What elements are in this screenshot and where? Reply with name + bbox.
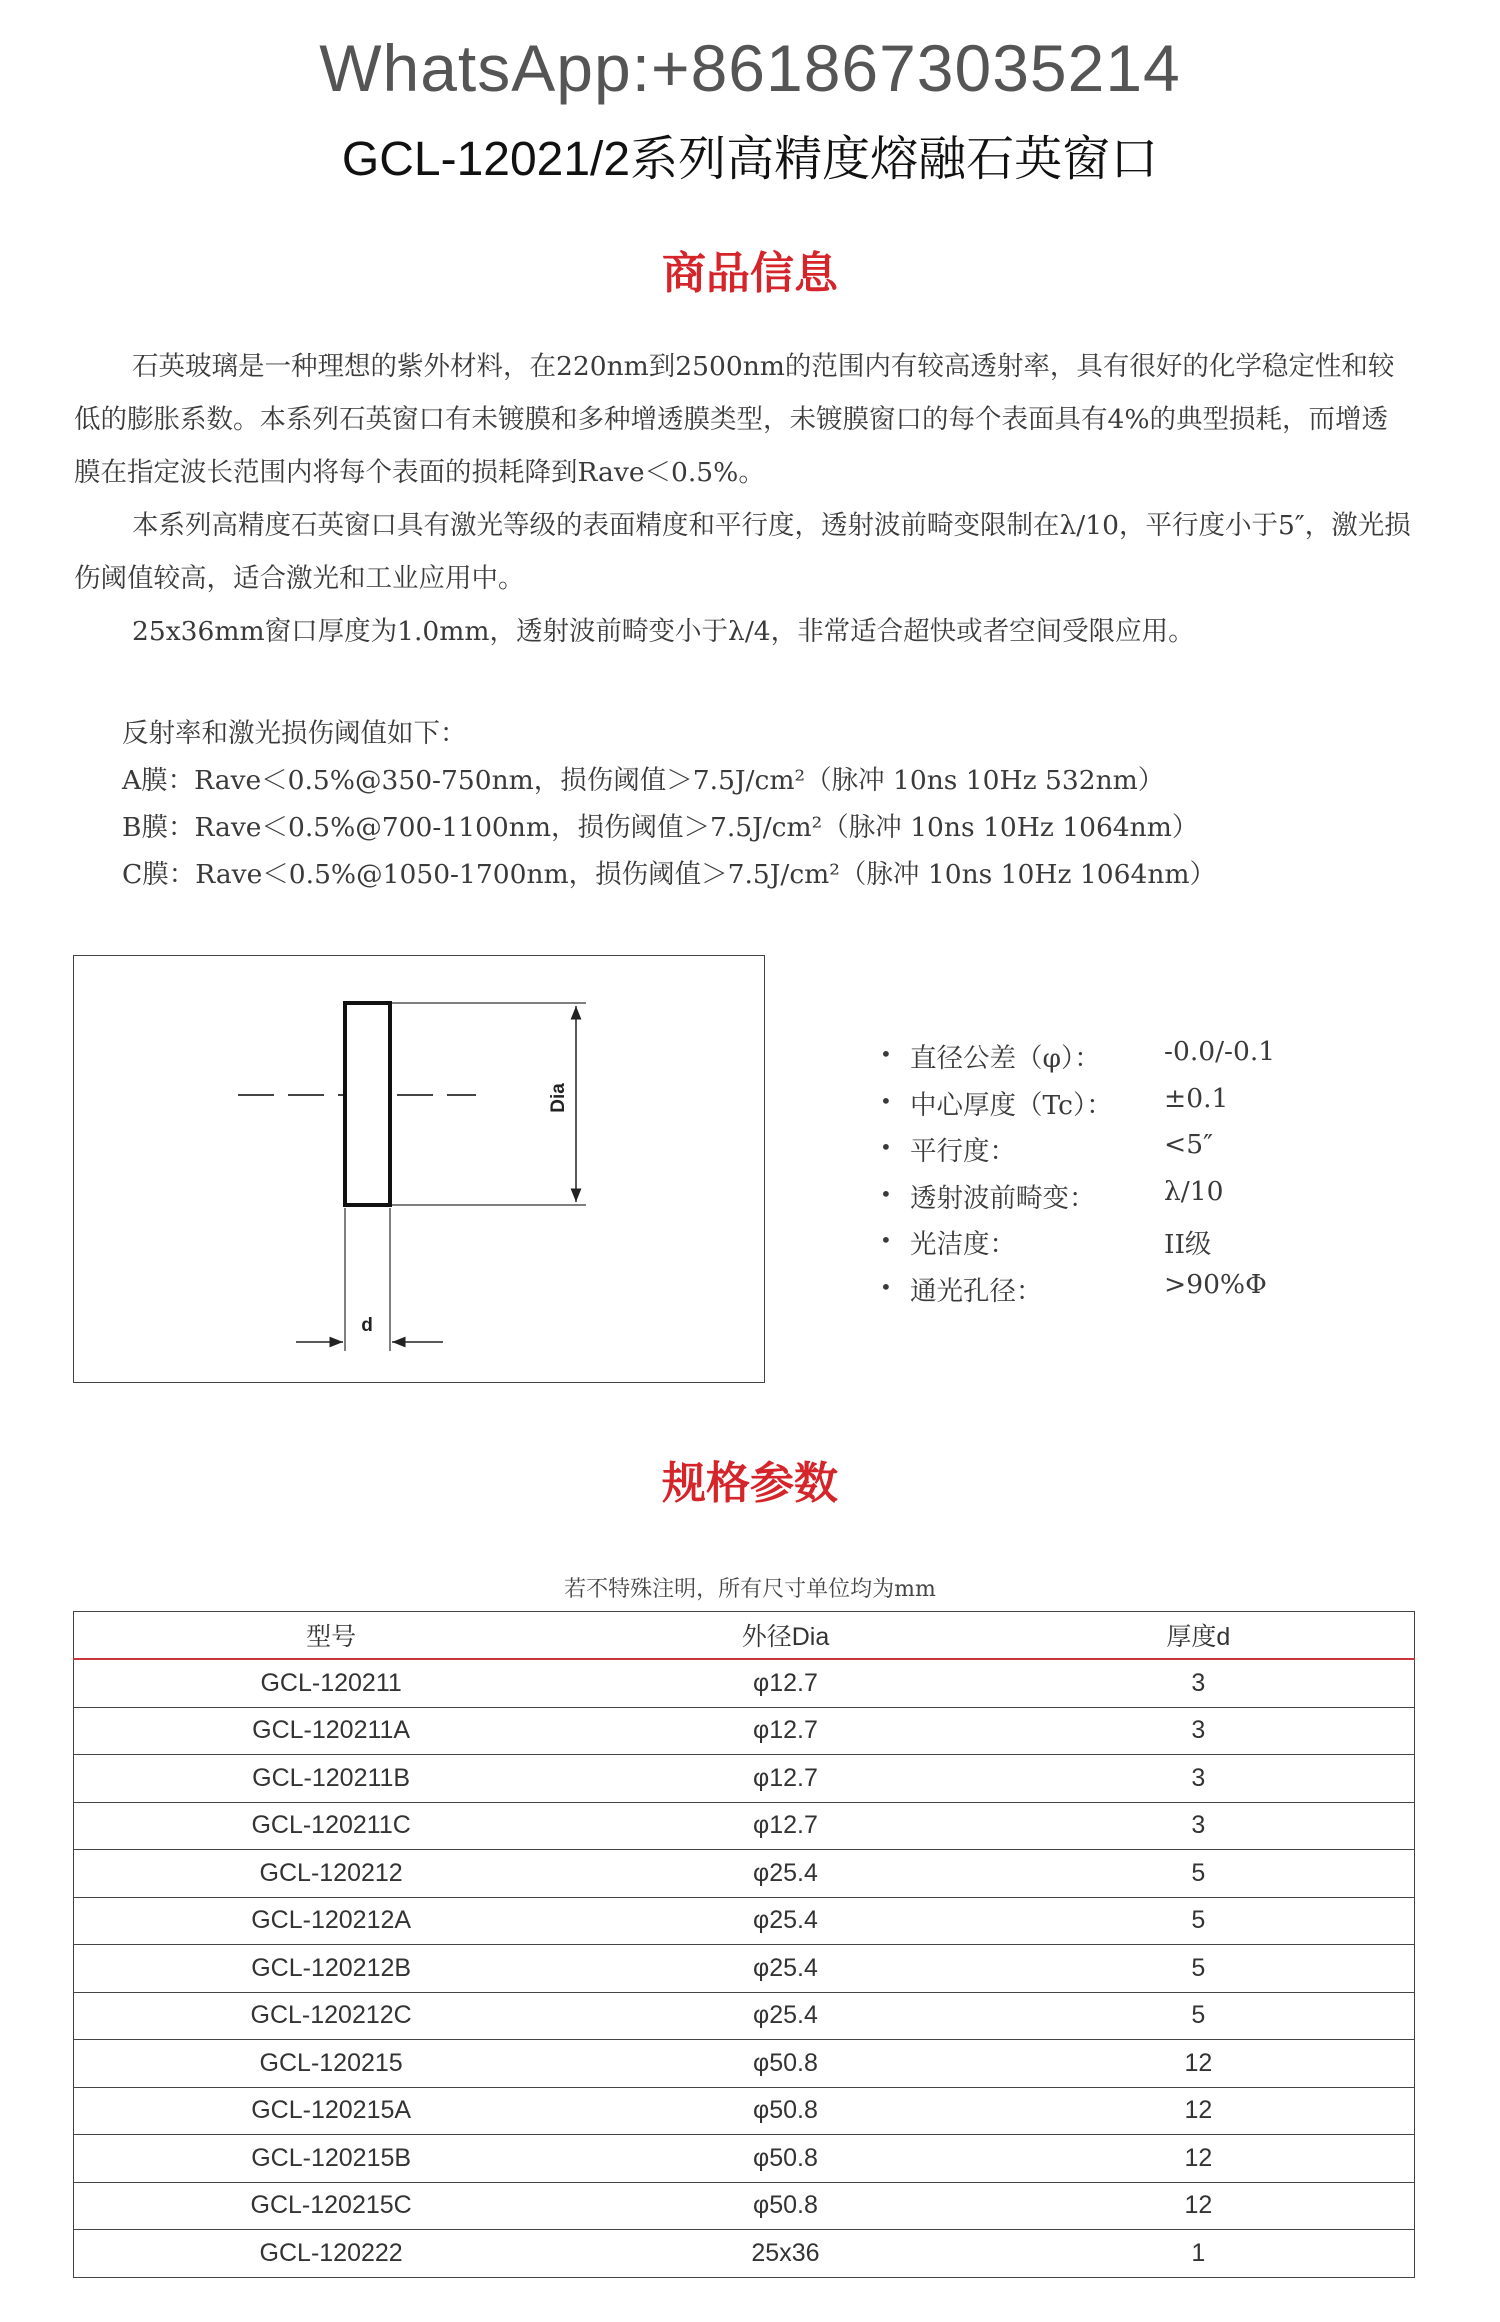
coating-item: A膜：Rave＜0.5%@350-750nm，损伤阈值＞7.5J/cm²（脉冲 10ns 10Hz 532nm） — [122, 765, 1165, 796]
cell-model: GCL-120211A — [74, 1707, 589, 1755]
table-row — [74, 1755, 1415, 1803]
cell-thickness: 12 — [983, 2135, 1415, 2183]
table-row — [74, 1850, 1415, 1898]
spec-params-heading: 规格参数 — [662, 1459, 838, 1508]
whatsapp-contact[interactable]: WhatsApp:+8618673035214 — [319, 31, 1181, 105]
bullet-icon: • — [880, 1228, 892, 1252]
cell-diameter: 25x36 — [588, 2230, 982, 2278]
cell-thickness: 3 — [983, 1802, 1415, 1850]
bullet-icon: • — [880, 1042, 892, 1066]
coating-intro: 反射率和激光损伤阈值如下： — [122, 718, 467, 749]
window-drawing — [73, 955, 765, 1383]
cell-thickness: 3 — [983, 1707, 1415, 1755]
table-row — [74, 1897, 1415, 1945]
column-header-model: 型号 — [74, 1612, 589, 1660]
cell-thickness: 12 — [983, 2040, 1415, 2088]
cell-model: GCL-120211 — [74, 1659, 589, 1707]
description-paragraph: 25x36mm窗口厚度为1.0mm，透射波前畸变小于λ/4，非常适合超快或者空间受限应用。 — [132, 616, 1195, 647]
spec-table-body — [74, 1659, 1415, 2277]
table-row — [74, 2182, 1415, 2230]
cell-diameter: φ12.7 — [588, 1659, 982, 1707]
spec-label: 直径公差（φ）： — [910, 1043, 1101, 1074]
column-header-thickness: 厚度d — [983, 1612, 1415, 1660]
table-row — [74, 2135, 1415, 2183]
coating-list — [122, 710, 1216, 898]
spec-value: -0.0/-0.1 — [1164, 1036, 1276, 1067]
cell-diameter: φ50.8 — [588, 2182, 982, 2230]
cell-model: GCL-120215 — [74, 2040, 589, 2088]
cell-diameter: φ25.4 — [588, 1850, 982, 1898]
cell-model: GCL-120215B — [74, 2135, 589, 2183]
spec-value: >90%Φ — [1164, 1268, 1267, 1300]
table-row — [74, 1945, 1415, 1993]
page-title: GCL-12021/2系列高精度熔融石英窗口 — [341, 133, 1159, 186]
spec-table — [73, 1611, 1415, 2278]
product-info-heading: 商品信息 — [662, 249, 838, 298]
spec-label: 通光孔径： — [910, 1275, 1043, 1307]
cell-thickness: 5 — [983, 1897, 1415, 1945]
window-body — [345, 1003, 390, 1205]
cell-diameter: φ50.8 — [588, 2135, 982, 2183]
table-row — [74, 1802, 1415, 1850]
coating-item: C膜：Rave＜0.5%@1050-1700nm，损伤阈值＞7.5J/cm²（脉冲 10ns 10Hz 1064nm） — [122, 859, 1217, 890]
cell-model: GCL-120212 — [74, 1850, 589, 1898]
table-row — [74, 2040, 1415, 2088]
table-row — [74, 1992, 1415, 2040]
spec-label: 平行度： — [910, 1136, 1016, 1167]
column-header-diameter: 外径Dia — [588, 1612, 982, 1660]
spec-label: 光洁度： — [910, 1229, 1016, 1260]
bullet-icon: • — [880, 1181, 892, 1206]
cell-thickness: 12 — [983, 2182, 1415, 2230]
cell-model: GCL-120212C — [74, 1992, 589, 2040]
table-row — [74, 1659, 1415, 1707]
cell-diameter: φ50.8 — [588, 2040, 982, 2088]
bullet-icon: • — [880, 1135, 892, 1159]
unit-note: 若不特殊注明，所有尺寸单位均为mm — [564, 1577, 936, 1602]
spec-label: 中心厚度（Tc）： — [910, 1089, 1113, 1121]
cell-thickness: 3 — [983, 1659, 1415, 1707]
cell-diameter: φ25.4 — [588, 1992, 982, 2040]
spec-value: λ/10 — [1164, 1175, 1224, 1207]
table-row — [74, 2230, 1415, 2278]
cell-model: GCL-120215A — [74, 2087, 589, 2135]
table-row — [74, 1707, 1415, 1755]
cell-model: GCL-120215C — [74, 2182, 589, 2230]
bullet-icon: • — [880, 1088, 892, 1113]
cell-model: GCL-120212B — [74, 1945, 589, 1993]
cell-diameter: φ50.8 — [588, 2087, 982, 2135]
table-header-row — [74, 1612, 1415, 1660]
cell-thickness: 5 — [983, 1992, 1415, 2040]
product-description — [74, 340, 1414, 658]
cell-diameter: φ25.4 — [588, 1945, 982, 1993]
cell-model: GCL-120222 — [74, 2230, 589, 2278]
spec-label: 透射波前畸变： — [910, 1182, 1096, 1214]
cell-thickness: 3 — [983, 1755, 1415, 1803]
window-drawing-svg — [74, 956, 764, 1382]
dia-label: Dia — [548, 1083, 569, 1113]
cell-thickness: 12 — [983, 2087, 1415, 2135]
cell-thickness: 1 — [983, 2230, 1415, 2278]
cell-diameter: φ12.7 — [588, 1755, 982, 1803]
cell-diameter: φ25.4 — [588, 1897, 982, 1945]
cell-model: GCL-120211C — [74, 1802, 589, 1850]
spec-value: ±0.1 — [1164, 1082, 1229, 1114]
spec-value: <5″ — [1164, 1129, 1213, 1160]
description-paragraph: 石英玻璃是一种理想的紫外材料，在220nm到2500nm的范围内有较高透射率，具有很好的化学稳定性和较低的膨胀系数。本系列石英窗口有未镀膜和多种增透膜类型，未镀膜窗口的每个表面具有4%的典型损耗，而增透膜在指定波长范围内将每个表面的损耗降到Rave＜0.5%。 — [74, 351, 1395, 488]
cell-thickness: 5 — [983, 1850, 1415, 1898]
table-row — [74, 2087, 1415, 2135]
cell-model: GCL-120211B — [74, 1755, 589, 1803]
cell-diameter: φ12.7 — [588, 1802, 982, 1850]
cell-thickness: 5 — [983, 1945, 1415, 1993]
coating-item: B膜：Rave＜0.5%@700-1100nm，损伤阈值＞7.5J/cm²（脉冲 10ns 10Hz 1064nm） — [122, 812, 1199, 843]
cell-model: GCL-120212A — [74, 1897, 589, 1945]
description-paragraph: 本系列高精度石英窗口具有激光等级的表面精度和平行度，透射波前畸变限制在λ/10，平行度小于5″，激光损伤阈值较高，适合激光和工业应用中。 — [74, 510, 1411, 594]
d-label: d — [361, 1315, 373, 1336]
spec-value: II级 — [1164, 1229, 1212, 1260]
cell-diameter: φ12.7 — [588, 1707, 982, 1755]
bullet-icon: • — [880, 1274, 892, 1299]
